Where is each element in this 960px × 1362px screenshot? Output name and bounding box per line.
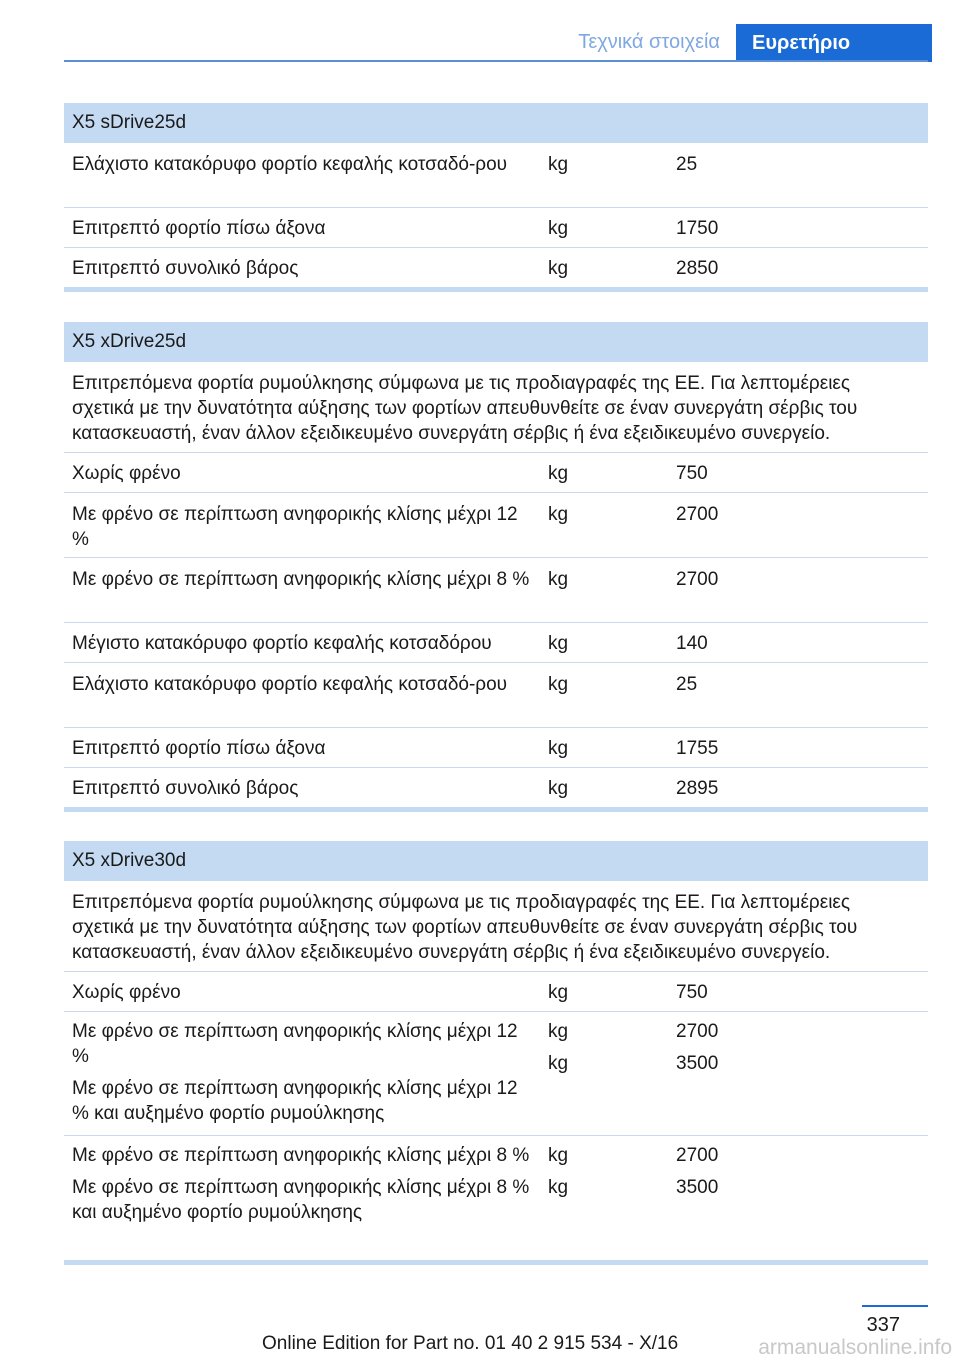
- row-label: Επιτρεπτό φορτίο πίσω άξονα: [72, 218, 326, 239]
- row-value: 2700: [676, 569, 719, 590]
- row-value: 1750: [676, 218, 719, 239]
- tab-technical-data[interactable]: Τεχνικά στοιχεία: [578, 31, 720, 53]
- row-unit: kg: [548, 778, 569, 799]
- page-number: 337: [866, 1314, 900, 1336]
- table-row: [64, 768, 928, 807]
- table-row: [64, 1136, 928, 1260]
- table-title: X5 sDrive25d: [64, 103, 928, 143]
- page-header: [0, 0, 960, 62]
- row-unit: kg: [548, 218, 569, 239]
- row-label: Επιτρεπτό συνολικό βάρος: [72, 778, 299, 799]
- table-row: [64, 972, 928, 1012]
- row-unit: kg: [548, 674, 569, 695]
- row-unit: kg: [548, 1021, 569, 1042]
- row-label: Με φρένο σε περίπτωση ανηφορικής κλίσης μέχρι 12 %: [72, 1021, 518, 1067]
- row-value: 750: [676, 463, 708, 484]
- table-row: [64, 143, 928, 208]
- row-values: [676, 1019, 876, 1076]
- row-value: 1755: [676, 738, 719, 759]
- table-note: Επιτρεπόμενα φορτία ρυμούλκησης σύμφωνα με τις προδιαγραφές της ΕΕ. Για λεπτομέρειες σχετικά με την δυνατότητα αύξησης των φορτίων απευθυνθείτε σε έναν συνεργάτη σέρβις του κατασκευαστή, έναν άλλον εξειδικευμένο συνεργάτη σέρβις ή ένα εξειδικευμένο συνεργείο.: [72, 892, 858, 963]
- table-title: X5 xDrive25d: [64, 322, 928, 362]
- table-title: X5 xDrive30d: [64, 841, 928, 881]
- table-row: [64, 453, 928, 493]
- row-value: 2850: [676, 258, 719, 279]
- row-value: 3500: [676, 1177, 719, 1198]
- table-row: [64, 728, 928, 768]
- row-label: Μέγιστο κατακόρυφο φορτίο κεφαλής κοτσαδόρου: [72, 633, 492, 654]
- row-label: Με φρένο σε περίπτωση ανηφορικής κλίσης μέχρι 8 %: [72, 569, 530, 590]
- row-label: Ελάχιστο κατακόρυφο φορτίο κεφαλής κοτσαδό-ρου: [72, 674, 508, 695]
- table-row: [64, 663, 928, 728]
- row-value: 25: [676, 154, 698, 175]
- row-label: Χωρίς φρένο: [72, 463, 181, 484]
- row-unit: kg: [548, 1177, 569, 1198]
- table-row: [64, 248, 928, 287]
- row-label: Με φρένο σε περίπτωση ανηφορικής κλίσης μέχρι 12 %: [72, 504, 518, 550]
- row-units: [548, 1019, 658, 1076]
- row-unit: kg: [548, 738, 569, 759]
- table-end-rule: [64, 1260, 928, 1265]
- row-unit: kg: [548, 1145, 569, 1166]
- header-rule: [64, 60, 928, 62]
- row-label: Χωρίς φρένο: [72, 982, 181, 1003]
- row-value: 2700: [676, 1021, 719, 1042]
- tab-index[interactable]: Ευρετήριο: [736, 24, 932, 62]
- table-row: [64, 208, 928, 248]
- table-row: [64, 493, 928, 558]
- row-values: [676, 1143, 876, 1200]
- edition-footer: Online Edition for Part no. 01 40 2 915 534 - X/16: [262, 1333, 679, 1354]
- row-units: [548, 1143, 658, 1200]
- row-label: Ελάχιστο κατακόρυφο φορτίο κεφαλής κοτσαδό-ρου: [72, 154, 508, 175]
- row-unit: kg: [548, 1053, 569, 1074]
- table-row: [64, 1012, 928, 1136]
- row-label: Επιτρεπτό φορτίο πίσω άξονα: [72, 738, 326, 759]
- row-unit: kg: [548, 258, 569, 279]
- row-labels: [72, 1019, 532, 1126]
- table-end-rule: [64, 807, 928, 812]
- row-label: Με φρένο σε περίπτωση ανηφορικής κλίσης μέχρι 12 % και αυξημένο φορτίο ρυμούλκησης: [72, 1078, 518, 1124]
- row-value: 2700: [676, 1145, 719, 1166]
- table-end-rule: [64, 287, 928, 292]
- table-x5-xdrive30d: [64, 841, 928, 1265]
- row-value: 140: [676, 633, 708, 654]
- table-row: [64, 558, 928, 623]
- row-value: 2895: [676, 778, 719, 799]
- table-x5-xdrive25d: [64, 322, 928, 812]
- table-note-row: [64, 881, 928, 972]
- row-label: Με φρένο σε περίπτωση ανηφορικής κλίσης μέχρι 8 %: [72, 1145, 530, 1166]
- row-unit: kg: [548, 504, 569, 525]
- row-label: Επιτρεπτό συνολικό βάρος: [72, 258, 299, 279]
- row-labels: [72, 1143, 532, 1225]
- table-note: Επιτρεπόμενα φορτία ρυμούλκησης σύμφωνα με τις προδιαγραφές της ΕΕ. Για λεπτομέρειες σχετικά με την δυνατότητα αύξησης των φορτίων απευθυνθείτε σε έναν συνεργάτη σέρβις του κατασκευαστή, έναν άλλον εξειδικευμένο συνεργάτη σέρβις ή ένα εξειδικευμένο συνεργείο.: [72, 373, 858, 444]
- row-value: 25: [676, 674, 698, 695]
- row-unit: kg: [548, 633, 569, 654]
- row-label: Με φρένο σε περίπτωση ανηφορικής κλίσης μέχρι 8 % και αυξημένο φορτίο ρυμούλκησης: [72, 1177, 530, 1223]
- row-value: 750: [676, 982, 708, 1003]
- row-unit: kg: [548, 982, 569, 1003]
- watermark: armanualsonline.info: [758, 1336, 952, 1359]
- row-unit: kg: [548, 154, 569, 175]
- page-number-rule: [862, 1305, 928, 1307]
- row-value: 2700: [676, 504, 719, 525]
- row-value: 3500: [676, 1053, 719, 1074]
- table-x5-sdrive25d: [64, 103, 928, 292]
- table-row: [64, 623, 928, 663]
- row-unit: kg: [548, 569, 569, 590]
- table-note-row: [64, 362, 928, 453]
- row-unit: kg: [548, 463, 569, 484]
